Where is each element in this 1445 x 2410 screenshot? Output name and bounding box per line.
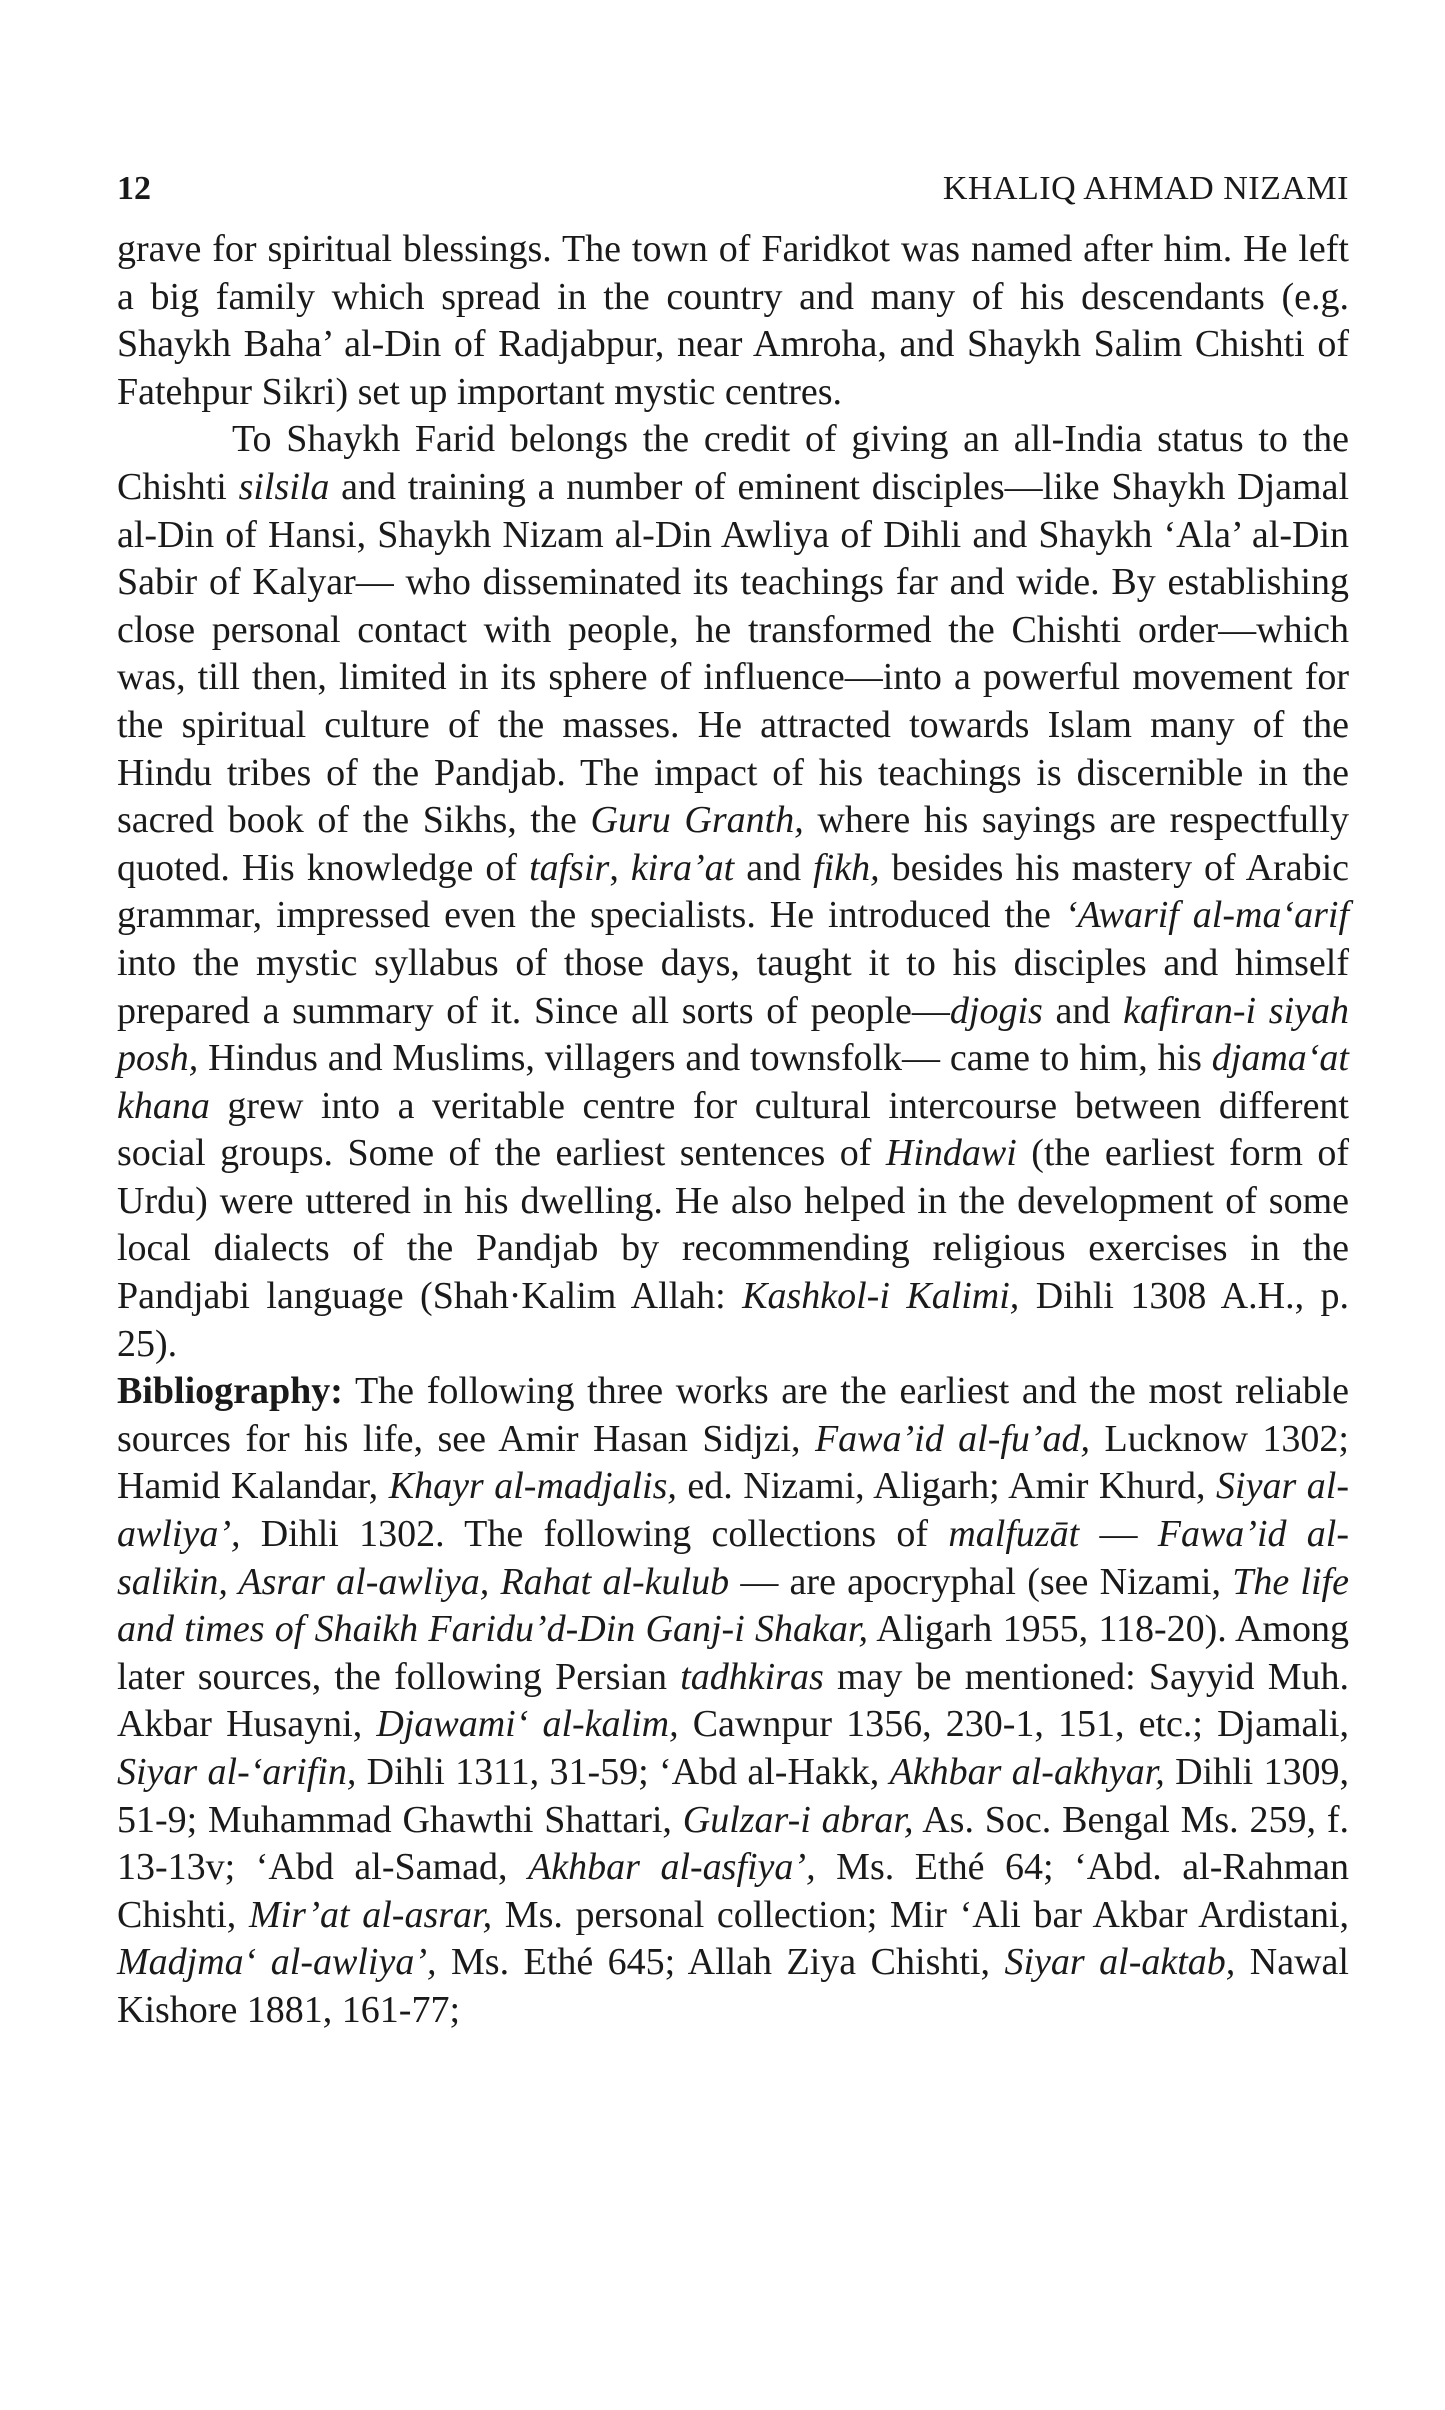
body-text — [117, 226, 1349, 2035]
italic-term: Akhbar al-akhyar, — [889, 1751, 1165, 1793]
page-number: 12 — [117, 170, 151, 207]
text-run: ed. Nizami, Aligarh; Amir Khurd, — [676, 1465, 1217, 1508]
italic-term: Khayr al-madjalis, — [388, 1465, 677, 1508]
italic-term: Guru Granth, — [590, 799, 804, 842]
text-run: grave for spiritual blessings. The town of Faridkot was named after him. He left a big family which spread in the country and many of his descendants (e.g. Shaykh Baha’ al-Din of Radjabpur, near Amroha, and Shaykh Salim Chishti of Fatehpur Sikri) set up important mystic centres. — [117, 228, 1349, 413]
italic-term: Siyar al-‘arifin, — [117, 1751, 357, 1793]
italic-term: kafiran-i siyah posh, — [117, 989, 1350, 1080]
italic-term: Siyar al-aktab, — [1004, 1941, 1236, 1984]
paragraph-continuation — [117, 226, 1349, 416]
italic-term: Fawa’id al-fu’ad, — [814, 1417, 1091, 1460]
running-head: KHALIQ AHMAD NIZAMI — [942, 170, 1349, 207]
italic-term: Kashkol-i Kalimi, — [742, 1275, 1020, 1318]
text-run: grew into a veritable centre for cultural intercourse between different social groups. Some of the earliest sentences of — [117, 1084, 1349, 1175]
text-run: into the mystic syllabus of those days, taught it to his disciples and himself prepared a summary of it. Since all sorts of people— — [117, 941, 1349, 1032]
text-run: Dihli 1308 A.H., p. 25). — [117, 1275, 1350, 1365]
text-run: — are apocryphal (see Nizami, — [729, 1560, 1233, 1603]
paragraph-bibliography — [117, 1368, 1349, 2034]
italic-term: Hindawi — [885, 1132, 1017, 1175]
text-run: may be mentioned: Sayyid Muh. Akbar Husayni, — [117, 1655, 1349, 1746]
text-run: Ms. personal collection; Mir ‘Ali bar Akbar Ardistani, — [492, 1893, 1349, 1936]
italic-term: The life and times of Shaikh Faridu’d-Din Ganj-i Shakar, — [117, 1560, 1349, 1651]
italic-term: djama‘at khana — [117, 1037, 1349, 1127]
italic-term: malfuzāt — [948, 1513, 1080, 1556]
book-page — [117, 170, 1349, 2035]
italic-term: Akhbar al-asfiya’, — [528, 1846, 816, 1889]
text-run: Aligarh 1955, 118-20). Among later sources, the following Persian — [117, 1608, 1349, 1698]
page-header — [117, 170, 1349, 208]
text-run: where his sayings are respectfully quoted. His knowledge of — [117, 799, 1349, 889]
italic-term: Djawami‘ al-kalim, — [376, 1703, 679, 1746]
text-run: The following three works are the earliest and the most reliable sources for his life, see Amir Hasan Sidjzi, — [117, 1370, 1349, 1460]
text-run: (the earliest form of Urdu) were uttered in his dwelling. He also helped in the development of some local dialects of the Pandjab by recommending religious exercises in the Pandjabi language (Shah·Kalim Allah: — [117, 1132, 1350, 1318]
text-run: As. Soc. Bengal Ms. 259, f. 13-13v; ‘Abd al-Samad, — [117, 1798, 1349, 1889]
text-run: To Shaykh Farid belongs the credit of giving an all-India status to the Chishti — [117, 418, 1349, 508]
bibliography-label: Bibliography: — [117, 1370, 343, 1413]
text-run: — — [1079, 1513, 1158, 1556]
paragraph-shaykh-farid — [117, 416, 1349, 1368]
italic-term: silsila — [238, 465, 330, 508]
italic-term: tafsir — [529, 846, 610, 889]
italic-term: Madjma‘ al-awliya’, — [117, 1941, 437, 1984]
text-run: Nawal Kishore 1881, 161-77; — [117, 1941, 1349, 2031]
text-run: Dihli 1309, 51-9; Muhammad Ghawthi Shattari, — [117, 1751, 1350, 1841]
text-run: and — [734, 846, 814, 889]
italic-term: Siyar al-awliya’, — [117, 1465, 1349, 1556]
text-run: besides his mastery of Arabic grammar, impressed even the specialists. He introduced the — [117, 846, 1349, 937]
italic-term: kira’at — [630, 846, 735, 889]
text-run: , — [609, 846, 631, 889]
italic-term: Gulzar-i abrar, — [682, 1798, 914, 1841]
text-run: Lucknow 1302; Hamid Kalandar, — [117, 1417, 1349, 1508]
italic-term: tadhkiras — [680, 1655, 824, 1698]
text-run: Ms. Ethé 64; ‘Abd. al-Rahman Chishti, — [117, 1846, 1349, 1936]
text-run: and — [1042, 989, 1124, 1032]
italic-term: fikh, — [813, 846, 880, 889]
italic-term: ‘Awarif al-ma‘arif — [1064, 894, 1349, 937]
italic-term: Fawa’id al-salikin, Asrar al-awliya, Rahat al-kulub — [117, 1513, 1349, 1603]
text-run: Dihli 1302. The following collections of — [240, 1513, 949, 1556]
text-run: Dihli 1311, 31-59; ‘Abd al-Hakk, — [356, 1751, 890, 1793]
text-run: Hindus and Muslims, villagers and townsfolk— came to him, his — [198, 1037, 1212, 1080]
italic-term: Mir’at al-asrar, — [248, 1893, 493, 1936]
text-run: Ms. Ethé 645; Allah Ziya Chishti, — [436, 1941, 1005, 1984]
text-run: Cawnpur 1356, 230-1, 151, etc.; Djamali, — [678, 1703, 1349, 1746]
text-run: and training a number of eminent disciples—like Shaykh Djamal al-Din of Hansi, Shaykh Nizam al-Din Awliya of Dihli and Shaykh ‘Ala’ al-Din Sabir of Kalyar— who disseminated its teachings far and wide. By establishing close personal contact with people, he transformed the Chishti order—which was, till then, limited in its sphere of influence—into a powerful movement for the spiritual culture of the masses. He attracted towards Islam many of the Hindu tribes of the Pandjab. The impact of his teachings is discernible in the sacred book of the Sikhs, the — [117, 465, 1349, 842]
italic-term: djogis — [949, 989, 1043, 1032]
